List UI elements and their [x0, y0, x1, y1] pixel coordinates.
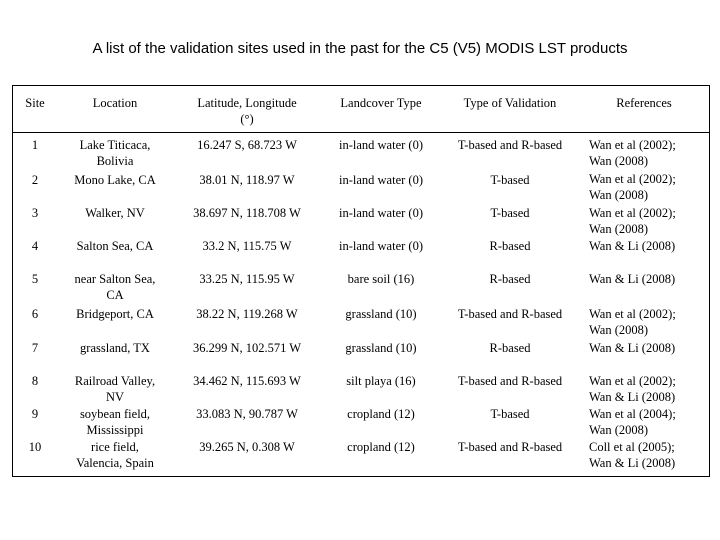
site-validation-type: T-based — [490, 173, 530, 187]
site-validation-type: R-based — [489, 239, 531, 253]
site-lat-long: 38.697 N, 118.708 W — [193, 206, 301, 220]
site-validation-type: T-based — [490, 407, 530, 421]
site-validation-type: T-based and R-based — [457, 440, 563, 454]
site-landcover: grassland (10) — [345, 307, 417, 321]
header-lat-long: Latitude, Longitude (°) — [197, 96, 297, 126]
site-lat-long: 33.2 N, 115.75 W — [202, 239, 292, 253]
site-location: near Salton Sea, CA — [74, 272, 156, 302]
site-location: Railroad Valley, NV — [74, 374, 156, 404]
header-site: Site — [25, 96, 45, 110]
reference-entry: Wan et al (2002); Wan (2008) — [589, 206, 676, 236]
reference-entry: Wan & Li (2008) — [589, 239, 676, 253]
site-number: 10 — [28, 440, 42, 454]
site-landcover: bare soil (16) — [347, 272, 415, 286]
site-number: 3 — [31, 206, 39, 220]
reference-entry: Wan et al (2002); Wan & Li (2008) — [589, 374, 676, 404]
header-references: References — [616, 96, 672, 110]
page-title: A list of the validation sites used in the past for the C5 (V5) MODIS LST products — [92, 40, 628, 57]
site-landcover: cropland (12) — [347, 440, 415, 454]
site-location: Bridgeport, CA — [76, 307, 154, 321]
site-number: 4 — [31, 239, 39, 253]
site-location: Salton Sea, CA — [76, 239, 154, 253]
site-number: 8 — [31, 374, 39, 388]
reference-entry: Wan et al (2004); Wan (2008) — [589, 407, 676, 437]
site-lat-long: 16.247 S, 68.723 W — [197, 138, 297, 152]
site-location: grassland, TX — [80, 341, 150, 355]
header-landcover: Landcover Type — [340, 96, 422, 110]
site-lat-long: 34.462 N, 115.693 W — [193, 374, 301, 388]
site-number: 2 — [31, 173, 39, 187]
site-lat-long: 33.083 N, 90.787 W — [196, 407, 298, 421]
site-landcover: in-land water (0) — [339, 206, 423, 220]
site-landcover: grassland (10) — [345, 341, 417, 355]
site-number: 1 — [31, 138, 39, 152]
site-landcover: cropland (12) — [347, 407, 415, 421]
site-validation-type: T-based and R-based — [457, 374, 563, 388]
site-number: 5 — [31, 272, 39, 286]
site-landcover: silt playa (16) — [346, 374, 416, 388]
site-lat-long: 36.299 N, 102.571 W — [192, 341, 302, 355]
site-landcover: in-land water (0) — [339, 138, 423, 152]
reference-entry: Wan et al (2002); Wan (2008) — [589, 307, 676, 337]
header-divider — [13, 132, 709, 133]
site-number: 7 — [31, 341, 39, 355]
site-location: Mono Lake, CA — [74, 173, 156, 187]
site-validation-type: R-based — [489, 272, 531, 286]
site-location: Walker, NV — [85, 206, 145, 220]
reference-entry: Wan & Li (2008) — [589, 272, 676, 286]
site-validation-type: T-based — [490, 206, 530, 220]
site-number: 6 — [31, 307, 39, 321]
reference-entry: Wan et al (2002); Wan (2008) — [589, 138, 676, 168]
site-location: rice field, Valencia, Spain — [76, 440, 154, 470]
site-landcover: in-land water (0) — [339, 173, 423, 187]
site-validation-type: T-based and R-based — [457, 307, 563, 321]
reference-entry: Coll et al (2005); Wan & Li (2008) — [589, 440, 676, 470]
site-lat-long: 33.25 N, 115.95 W — [199, 272, 295, 286]
site-location: soybean field, Mississippi — [79, 407, 151, 437]
site-lat-long: 38.22 N, 119.268 W — [196, 307, 298, 321]
validation-sites-table — [12, 85, 710, 477]
site-validation-type: R-based — [489, 341, 531, 355]
site-lat-long: 39.265 N, 0.308 W — [199, 440, 295, 454]
reference-entry: Wan & Li (2008) — [589, 341, 676, 355]
header-validation-type: Type of Validation — [463, 96, 557, 110]
reference-entry: Wan et al (2002); Wan (2008) — [589, 172, 676, 202]
site-validation-type: T-based and R-based — [457, 138, 563, 152]
header-location: Location — [92, 96, 138, 110]
site-number: 9 — [31, 407, 39, 421]
site-landcover: in-land water (0) — [339, 239, 423, 253]
site-lat-long: 38.01 N, 118.97 W — [199, 173, 295, 187]
site-location: Lake Titicaca, Bolivia — [79, 138, 151, 168]
